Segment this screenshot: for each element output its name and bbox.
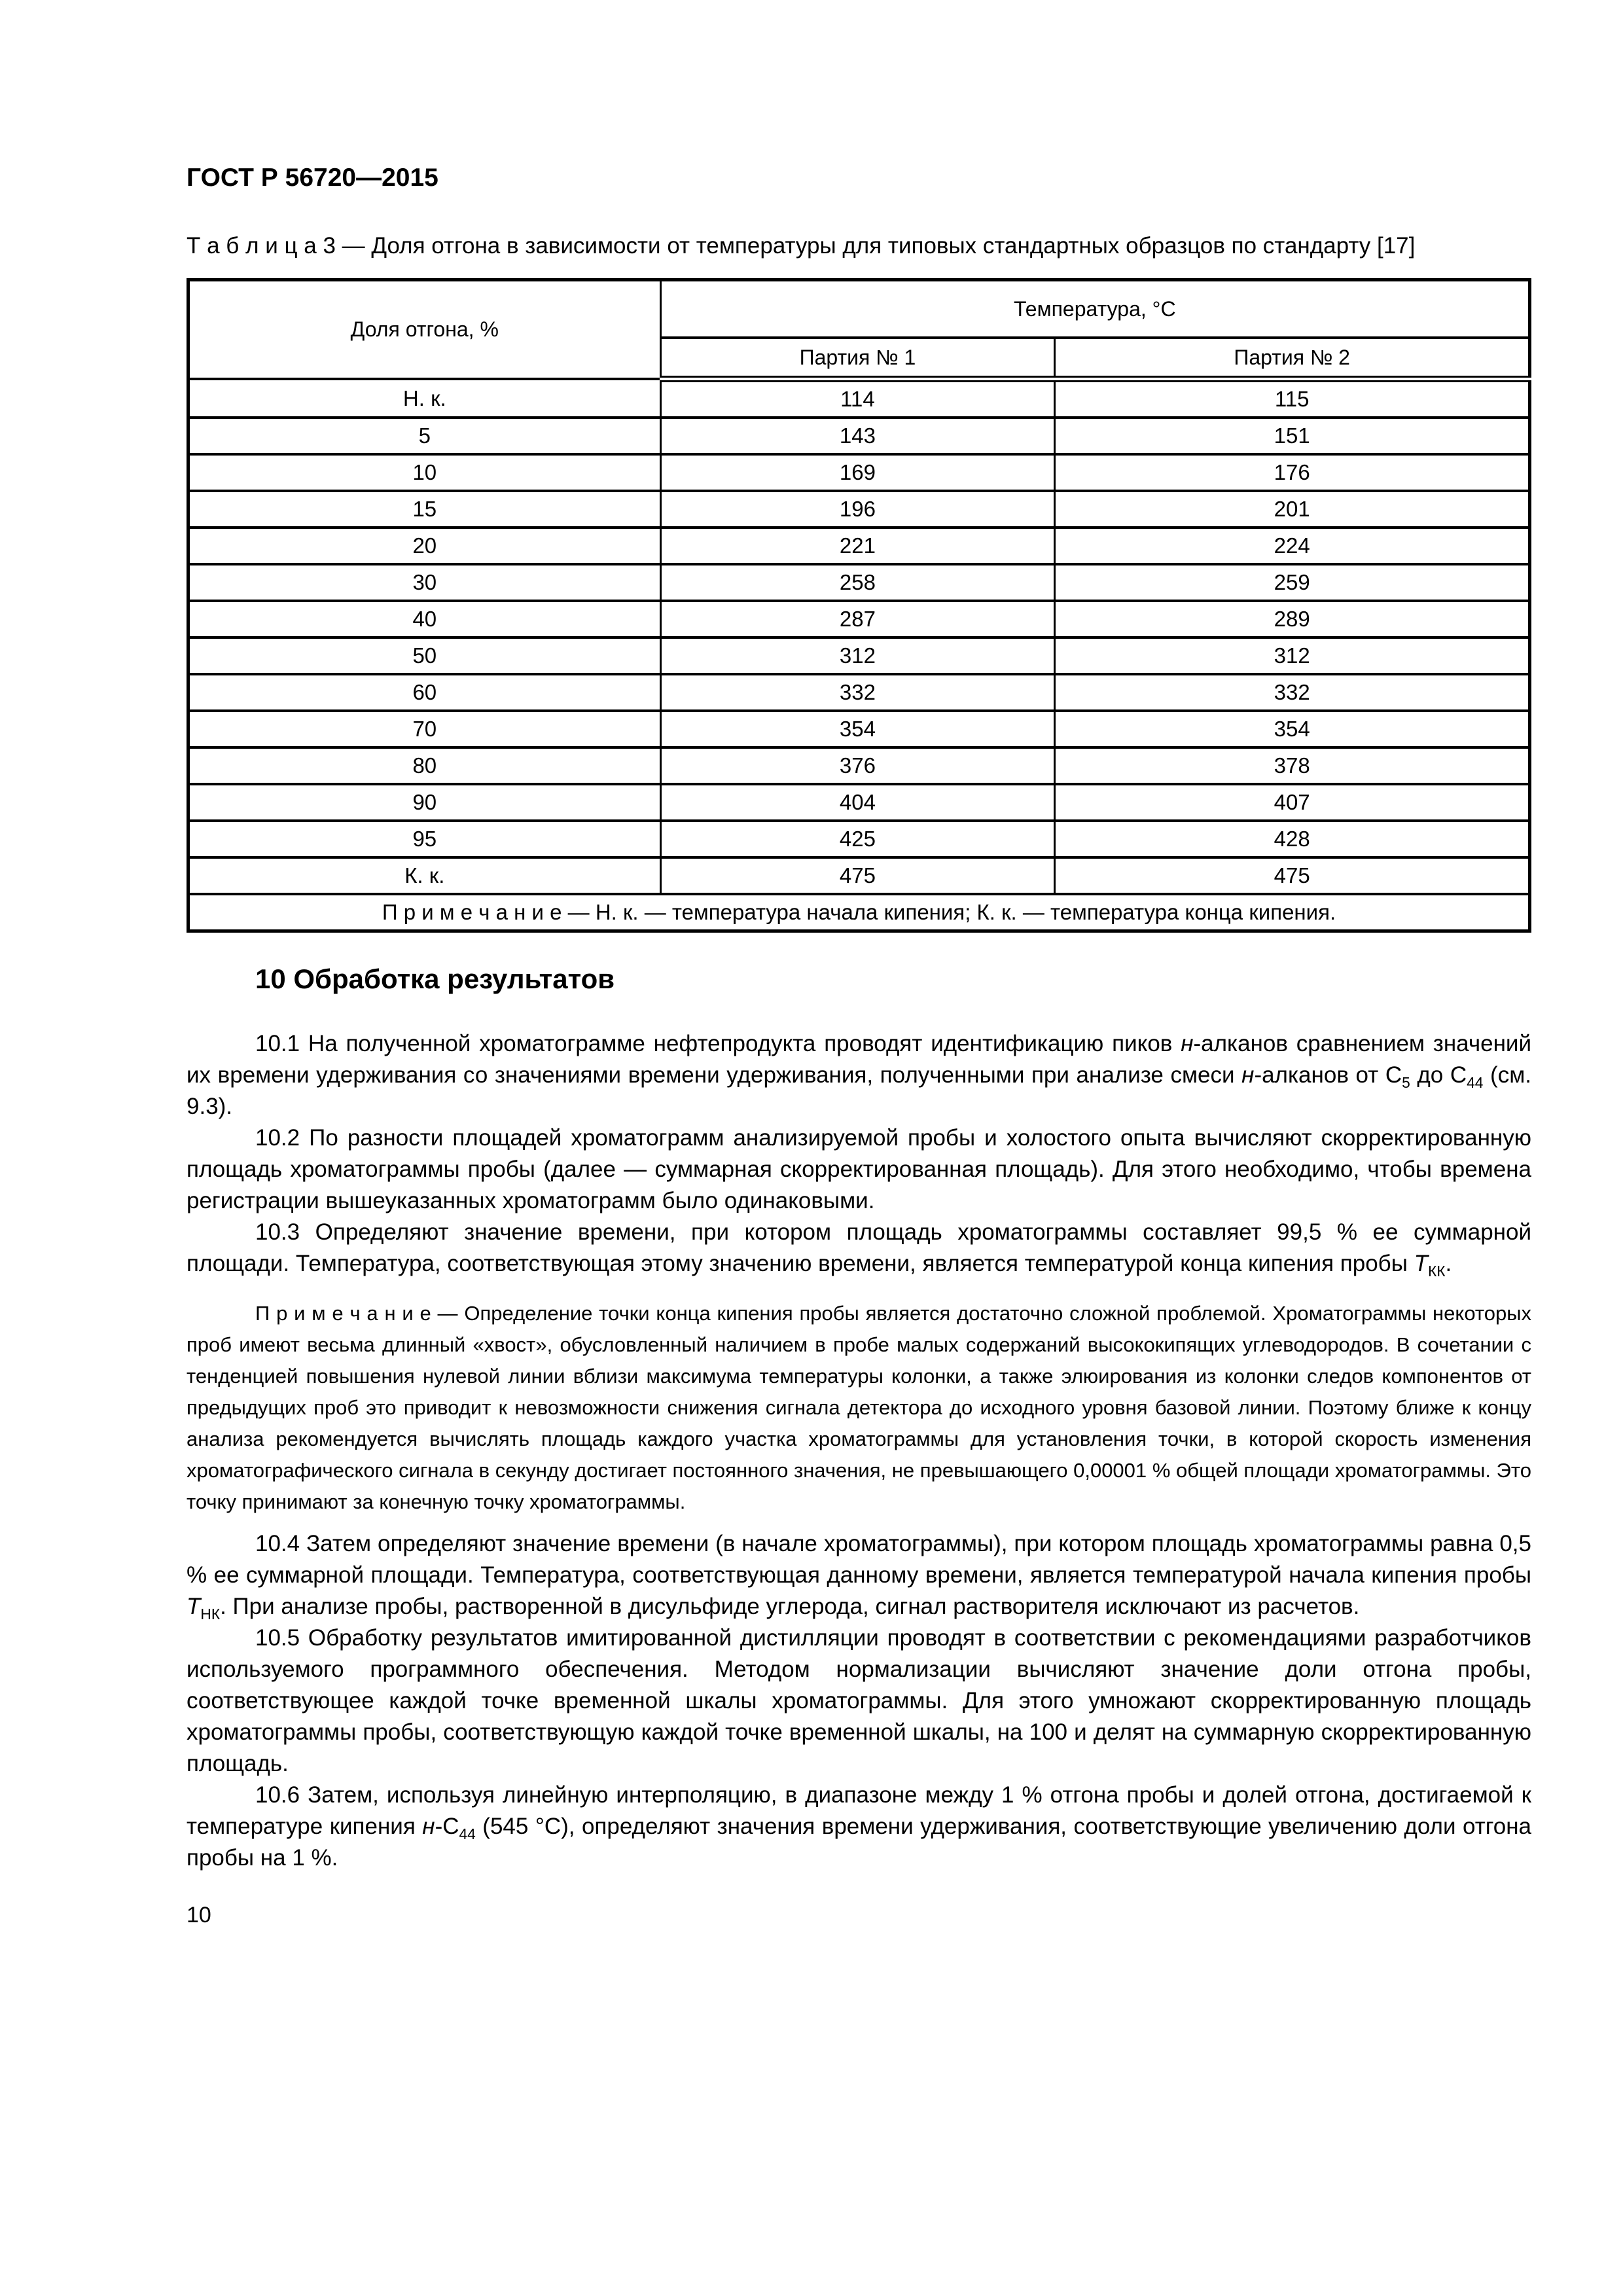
table-row [188,637,1530,674]
table-cell-batch-2: 378 [1055,747,1530,784]
table-cell-batch-2: 224 [1055,528,1530,564]
table-cell-fraction: 70 [188,711,661,747]
document-code: ГОСТ Р 56720—2015 [187,164,438,192]
table-cell-fraction: 50 [188,637,661,674]
table-cell-batch-2: 289 [1055,601,1530,637]
table-cell-batch-2: 115 [1055,379,1530,418]
table-note-row [188,894,1530,931]
table-cell-batch-2: 259 [1055,564,1530,601]
table-header [188,280,1530,380]
table-row [188,379,1530,418]
page-number: 10 [187,1903,211,1928]
table-cell-batch-2: 407 [1055,784,1530,821]
table-cell-batch-1: 312 [660,637,1055,674]
table-row [188,528,1530,564]
table-cell-batch-2: 475 [1055,857,1530,894]
table-cell-fraction: 60 [188,674,661,711]
table-row [188,601,1530,637]
table-cell-batch-1: 332 [660,674,1055,711]
table-cell-fraction: Н. к. [188,379,661,418]
column-header-batch-2: Партия № 2 [1055,338,1530,379]
column-header-temperature: Температура, °С [660,280,1529,338]
table-cell-batch-1: 425 [660,821,1055,857]
section-heading: 10 Обработка результатов [255,963,615,994]
paragraph-10-2: 10.2 По разности площадей хроматограмм анализируемой пробы и холостого опыта вычисляют скорректированную площадь хроматограммы пробы (далее — суммарная скорректированная площадь). Для этого необходимо, чтобы времена регистрации вышеуказанных хроматограмм было одинаковыми. [187,1125,1531,1213]
paragraph-10-3: 10.3 Определяют значение времени, при котором площадь хроматограммы составляет 99,5 % ее суммарной площади. Температура, соответствующая этому значению времени, является температурой конца кипения пробы $Т_{КК}$. [187,1219,1531,1280]
section-body [187,1028,1531,1874]
table-cell-batch-2: 151 [1055,418,1530,454]
table-cell-batch-1: 258 [660,564,1055,601]
table-cell-fraction: К. к. [188,857,661,894]
table-cell-fraction: 90 [188,784,661,821]
distillation-table [187,278,1531,933]
paragraph-10-5: 10.5 Обработку результатов имитированной дистилляции проводят в соответствии с рекомендациями разработчиков используемого программного обеспечения. Методом нормализации вычисляют значение доли отгона пробы, соответствующее каждой точке временной шкалы хроматограммы. Для этого умножают скорректированную площадь хроматограммы пробы, соответствующую каждой точке временной шкалы, на 100 и делят на суммарную скорректированную площадь. [187,1625,1531,1776]
table-cell-batch-1: 221 [660,528,1055,564]
table-header-row-1 [188,280,1530,338]
table-row [188,564,1530,601]
table-note: П р и м е ч а н и е — Н. к. — температура начала кипения; К. к. — температура конца кипения. [188,894,1530,931]
paragraph-10-1: 10.1 На полученной хроматограмме нефтепродукта проводят идентификацию пиков н-алканов сравнением значений их времени удерживания со значениями времени удерживания, полученными при анализе смеси н-алканов от $С_5$ до $С_{44}$ (см. 9.3). [187,1031,1531,1119]
table-cell-fraction: 30 [188,564,661,601]
table-cell-batch-2: 354 [1055,711,1530,747]
table-row [188,454,1530,491]
table-cell-batch-1: 287 [660,601,1055,637]
table-cell-batch-1: 354 [660,711,1055,747]
table-row [188,857,1530,894]
table-cell-batch-1: 169 [660,454,1055,491]
table-footer [188,894,1530,931]
table-cell-batch-2: 332 [1055,674,1530,711]
table-cell-fraction: 5 [188,418,661,454]
table-cell-batch-1: 196 [660,491,1055,528]
table-row [188,711,1530,747]
paragraph-10-6: 10.6 Затем, используя линейную интерполяцию, в диапазоне между 1 % отгона пробы и долей отгона, достигаемой к температуре кипения $н-С_{44}$ (545 °С), определяют значения времени удерживания, соответствующие увеличению доли отгона пробы на 1 %. [187,1782,1531,1871]
table-cell-fraction: 20 [188,528,661,564]
table-cell-batch-2: 312 [1055,637,1530,674]
table-cell-fraction: 80 [188,747,661,784]
column-header-fraction: Доля отгона, % [188,280,661,380]
note-paragraph: П р и м е ч а н и е — Определение точки конца кипения пробы является достаточно сложной проблемой. Хроматограммы некоторых проб имеют весьма длинный «хвост», обусловленный наличием в пробе малых содержаний высококипящих углеводородов. В сочетании с тенденцией повышения нулевой линии вблизи максимума температуры колонки, а также элюирования из колонки следов компонентов от предыдущих проб это приводит к невозможности снижения сигнала детектора до исходного уровня базовой линии. Поэтому ближе к концу анализа рекомендуется вычислять площадь каждого участка хроматограммы для установления точки, в которой скорость изменения хроматографического сигнала в секунду достигает постоянного значения, не превышающего 0,00001 % общей площади хроматограммы. Это точку принимают за конечную точку хроматограммы. [187,1302,1531,1513]
table-row [188,784,1530,821]
table-cell-batch-1: 475 [660,857,1055,894]
table-row [188,674,1530,711]
table-cell-batch-1: 376 [660,747,1055,784]
table-cell-fraction: 95 [188,821,661,857]
table-row [188,747,1530,784]
table-cell-fraction: 40 [188,601,661,637]
table-cell-batch-1: 143 [660,418,1055,454]
table-cell-batch-2: 176 [1055,454,1530,491]
table-cell-fraction: 10 [188,454,661,491]
table-cell-batch-2: 428 [1055,821,1530,857]
table-cell-batch-1: 114 [660,379,1055,418]
table-row [188,491,1530,528]
table-body [188,379,1530,894]
column-header-batch-1: Партия № 1 [660,338,1055,379]
table-cell-batch-2: 201 [1055,491,1530,528]
paragraph-10-4: 10.4 Затем определяют значение времени (в начале хроматограммы), при котором площадь хроматограммы равна 0,5 % ее суммарной площади. Температура, соответствующая данному времени, является температурой начала кипения пробы $Т_{НК}$. При анализе пробы, растворенной в дисульфиде углерода, сигнал растворителя исключают из расчетов. [187,1531,1531,1623]
table-caption: Т а б л и ц а 3 — Доля отгона в зависимости от температуры для типовых стандартных образцов по стандарту [17] [187,233,1416,259]
table-cell-batch-1: 404 [660,784,1055,821]
table-row [188,821,1530,857]
table-cell-fraction: 15 [188,491,661,528]
table-row [188,418,1530,454]
